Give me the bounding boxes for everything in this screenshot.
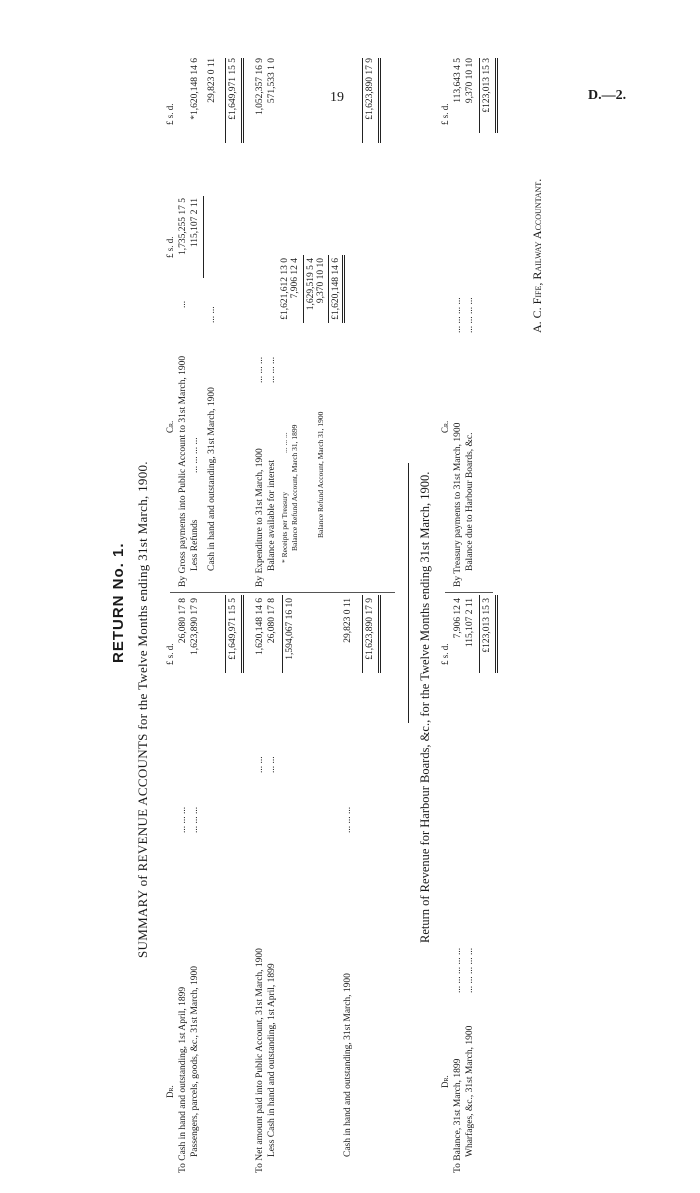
right-row-3-amount: 29,823 0 11 [207, 58, 217, 103]
note-1-amount: £1,621,612 13 0 [280, 258, 290, 320]
left-row-3-dots: ... ... [255, 756, 265, 773]
harbour-left-total: £123,013 15 3 [482, 598, 492, 653]
harbour-right-row-1-dots: ... ... ... ... [453, 297, 463, 333]
harbour-right-total: £123,013 15 3 [482, 58, 492, 113]
left-row-4-dots: ... ... [267, 756, 277, 773]
left-row-1-dots: ... ... ... [178, 806, 188, 833]
note-2-amount: 7,906 12 4 [290, 258, 300, 299]
harbour-left-row-2-amount: 115,107 2 11 [465, 598, 475, 648]
right-row-2-label: Less Refunds [190, 519, 200, 571]
harbour-left-total-rule-top [479, 595, 480, 673]
left-total-1-rule-bottom [241, 595, 244, 673]
lsd-heading-right-2: £ s. d. [165, 103, 175, 125]
left-row-2-label: Passengers, parcels, goods, &c., 31st March, 1900 [190, 965, 200, 1157]
right-total-2-rule-top [362, 58, 363, 143]
right-row-2-net: *1,620,148 14 6 [190, 58, 200, 120]
right-row-1-dots: ... [178, 300, 188, 308]
harbour-right-total-rule-bottom [495, 58, 498, 133]
note-2-label: Balance Refund Account, March 31, 1899 [290, 424, 299, 551]
left-row-3-amount: 1,620,148 14 6 [255, 598, 265, 655]
right-total-1-rule-top [225, 58, 226, 143]
right-total-2-rule-bottom [378, 58, 381, 143]
right-row-5-dots: ... ... ... [267, 356, 277, 383]
right-row-4-dots: ... ... ... [255, 356, 265, 383]
left-row-2-dots: ... ... ... [190, 806, 200, 833]
note-1-dots: ... ... ... [280, 432, 289, 453]
left-row-4-label: Less Cash in hand and outstanding, 1st April, 1899 [267, 963, 277, 1157]
page-number: 19 [330, 90, 344, 105]
harbour-left-row-1-label: To Balance, 31st March, 1899 [453, 1058, 463, 1173]
left-row-1-amount: 26,080 17 8 [178, 598, 188, 644]
left-total-1-rule-top [225, 595, 226, 673]
lsd-heading-left: £ s. d. [165, 643, 175, 665]
harbour-left-row-1-dots: ... ... ... ... ... [453, 947, 463, 993]
harbour-title: Return of Revenue for Harbour Boards, &c., for the Twelve Months ending 31st March, 1900. [418, 471, 432, 943]
right-row-5-label: Balance available for interest [267, 459, 277, 571]
note-1-label: * Receipts per Treasury [280, 491, 289, 563]
lsd-heading-right-1: £ s. d. [165, 236, 175, 258]
harbour-left-row-2-dots: ... ... ... ... ... [465, 947, 475, 993]
right-row-2-dots: ... ... ... ... [190, 437, 200, 473]
right-refund-rule [203, 196, 204, 278]
note-3-less: 9,370 10 10 [316, 258, 326, 304]
left-total-2-rule-bottom [378, 595, 381, 673]
dr-heading: Dr. [165, 1085, 175, 1098]
harbour-cr-heading: Cr. [440, 420, 450, 433]
left-row-5-dots: ... ... ... [343, 806, 353, 833]
left-row-5-amount: 29,823 0 11 [343, 598, 353, 643]
harbour-right-row-1-amount: 113,643 4 5 [453, 58, 463, 103]
harbour-right-row-2-dots: ... ... ... ... [465, 297, 475, 333]
left-total-1: £1,649,971 15 5 [228, 598, 238, 660]
right-row-3-label: Cash in hand and outstanding, 31st March, 1900 [207, 387, 217, 571]
note-3-sum: 1,629,519 5 4 [306, 258, 316, 311]
harbour-divider [445, 592, 493, 593]
right-row-1-label: By Gross payments into Public Account to 31st March, 1900 [178, 355, 188, 587]
right-row-4-amount: 1,052,357 16 9 [255, 58, 265, 115]
section-separator [408, 463, 409, 723]
left-row-1-label: To Cash in hand and outstanding, 1st April, 1899 [178, 986, 188, 1173]
harbour-lsd-left: £ s. d. [440, 643, 450, 665]
harbour-right-row-2-label: Balance due to Harbour Boards, &c. [465, 432, 475, 571]
left-subtotal-rule [282, 595, 283, 673]
document-reference: D.—2. [588, 88, 627, 103]
right-total-1: £1,649,971 15 5 [228, 58, 238, 120]
left-row-5-label: Cash in hand and outstanding, 31st March, 1900 [343, 973, 353, 1157]
left-total-2-rule-top [362, 595, 363, 673]
return-title: RETURN No. 1. [110, 542, 127, 663]
note-4-label: Balance Refund Account, March 31, 1900 [316, 411, 325, 538]
right-row-3-dots: ... ... [207, 306, 217, 323]
note-2-rule [303, 255, 304, 323]
left-total-2: £1,623,890 17 9 [365, 598, 375, 660]
center-divider [170, 592, 395, 593]
right-row-5-amount: 571,533 1 0 [267, 58, 277, 104]
note-4-amount: £1,620,148 14 6 [331, 258, 341, 320]
harbour-right-row-1-label: By Treasury payments to 31st March, 1900 [453, 422, 463, 587]
signature: A. C. Fife, Railway Accountant. [530, 178, 544, 333]
summary-title: SUMMARY of REVENUE ACCOUNTS for the Twelve Months ending 31st March, 1900. [135, 461, 150, 958]
right-row-1-amount: 1,735,255 17 5 [178, 198, 188, 255]
left-row-2-amount: 1,623,890 17 9 [190, 598, 200, 655]
harbour-dr-heading: Dr. [440, 1075, 450, 1088]
harbour-right-row-2-amount: 9,370 10 10 [465, 58, 475, 104]
cr-heading: Cr. [165, 420, 175, 433]
harbour-left-total-rule-bottom [495, 595, 498, 673]
note-4-rule-bottom [342, 255, 345, 323]
left-subtotal: 1,594,067 16 10 [285, 598, 295, 660]
right-total-1-rule-bottom [241, 58, 244, 143]
harbour-lsd-right: £ s. d. [440, 103, 450, 125]
harbour-left-row-2-label: Wharfages, &c., 31st March, 1900 [465, 1025, 475, 1157]
right-row-2-amount: 115,107 2 11 [190, 198, 200, 248]
note-4-rule [328, 255, 329, 323]
harbour-right-total-rule-top [479, 58, 480, 133]
left-row-4-amount: 26,080 17 8 [267, 598, 277, 644]
right-row-4-label: By Expenditure to 31st March, 1900 [255, 448, 265, 587]
harbour-left-row-1-amount: 7,906 12 4 [453, 598, 463, 639]
right-total-2: £1,623,890 17 9 [365, 58, 375, 120]
left-row-3-label: To Net amount paid into Public Account, 31st March, 1900 [255, 948, 265, 1173]
